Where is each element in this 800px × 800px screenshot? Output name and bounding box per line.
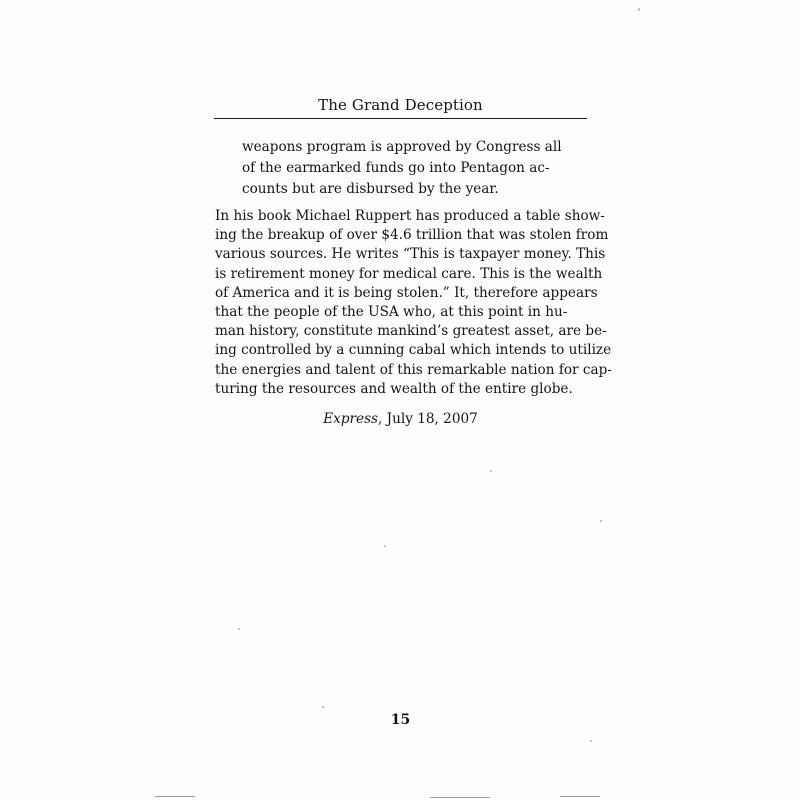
block-quote-line: of the earmarked funds go into Pentagon ac- <box>242 160 550 176</box>
scan-speck <box>322 706 324 708</box>
body-paragraph <box>215 207 612 399</box>
running-head: The Grand Deception <box>318 96 483 114</box>
paragraph-line: of America and it is being stolen.” It, therefore appears <box>215 284 598 301</box>
paragraph-line: ing the breakup of over $4.6 trillion that was stolen from <box>215 227 609 244</box>
scan-speck <box>600 520 602 522</box>
citation <box>214 410 587 428</box>
paragraph-line: ing controlled by a cunning cabal which intends to utilize <box>215 342 612 359</box>
paragraph-line: is retirement money for medical care. This is the wealth <box>215 265 603 282</box>
paragraph-line: the energies and talent of this remarkable nation for cap- <box>215 361 612 378</box>
scan-edge-mark <box>155 796 195 797</box>
citation-date: , July 18, 2007 <box>378 411 478 427</box>
scan-speck <box>490 470 492 472</box>
scan-speck <box>590 740 592 742</box>
page-number: 15 <box>390 712 411 728</box>
scan-edge-mark <box>560 796 600 797</box>
paragraph-line: various sources. He writes “This is taxpayer money. This <box>215 246 606 263</box>
block-quote-line: weapons program is approved by Congress all <box>242 139 562 155</box>
scan-speck <box>238 628 240 630</box>
scan-edge-mark <box>430 797 490 798</box>
block-quote <box>242 137 560 200</box>
scan-speck <box>638 8 640 11</box>
paragraph-line: man history, constitute mankind’s greatest asset, are be- <box>215 323 607 340</box>
paragraph-line: In his book Michael Ruppert has produced a table show- <box>215 208 605 224</box>
citation-source: Express <box>323 411 379 427</box>
scan-speck <box>384 545 386 547</box>
header-rule <box>214 118 587 119</box>
block-quote-line: counts but are disbursed by the year. <box>242 181 499 197</box>
paragraph-line: turing the resources and wealth of the entire globe. <box>215 380 573 397</box>
paragraph-line: that the people of the USA who, at this point in hu- <box>215 304 568 321</box>
